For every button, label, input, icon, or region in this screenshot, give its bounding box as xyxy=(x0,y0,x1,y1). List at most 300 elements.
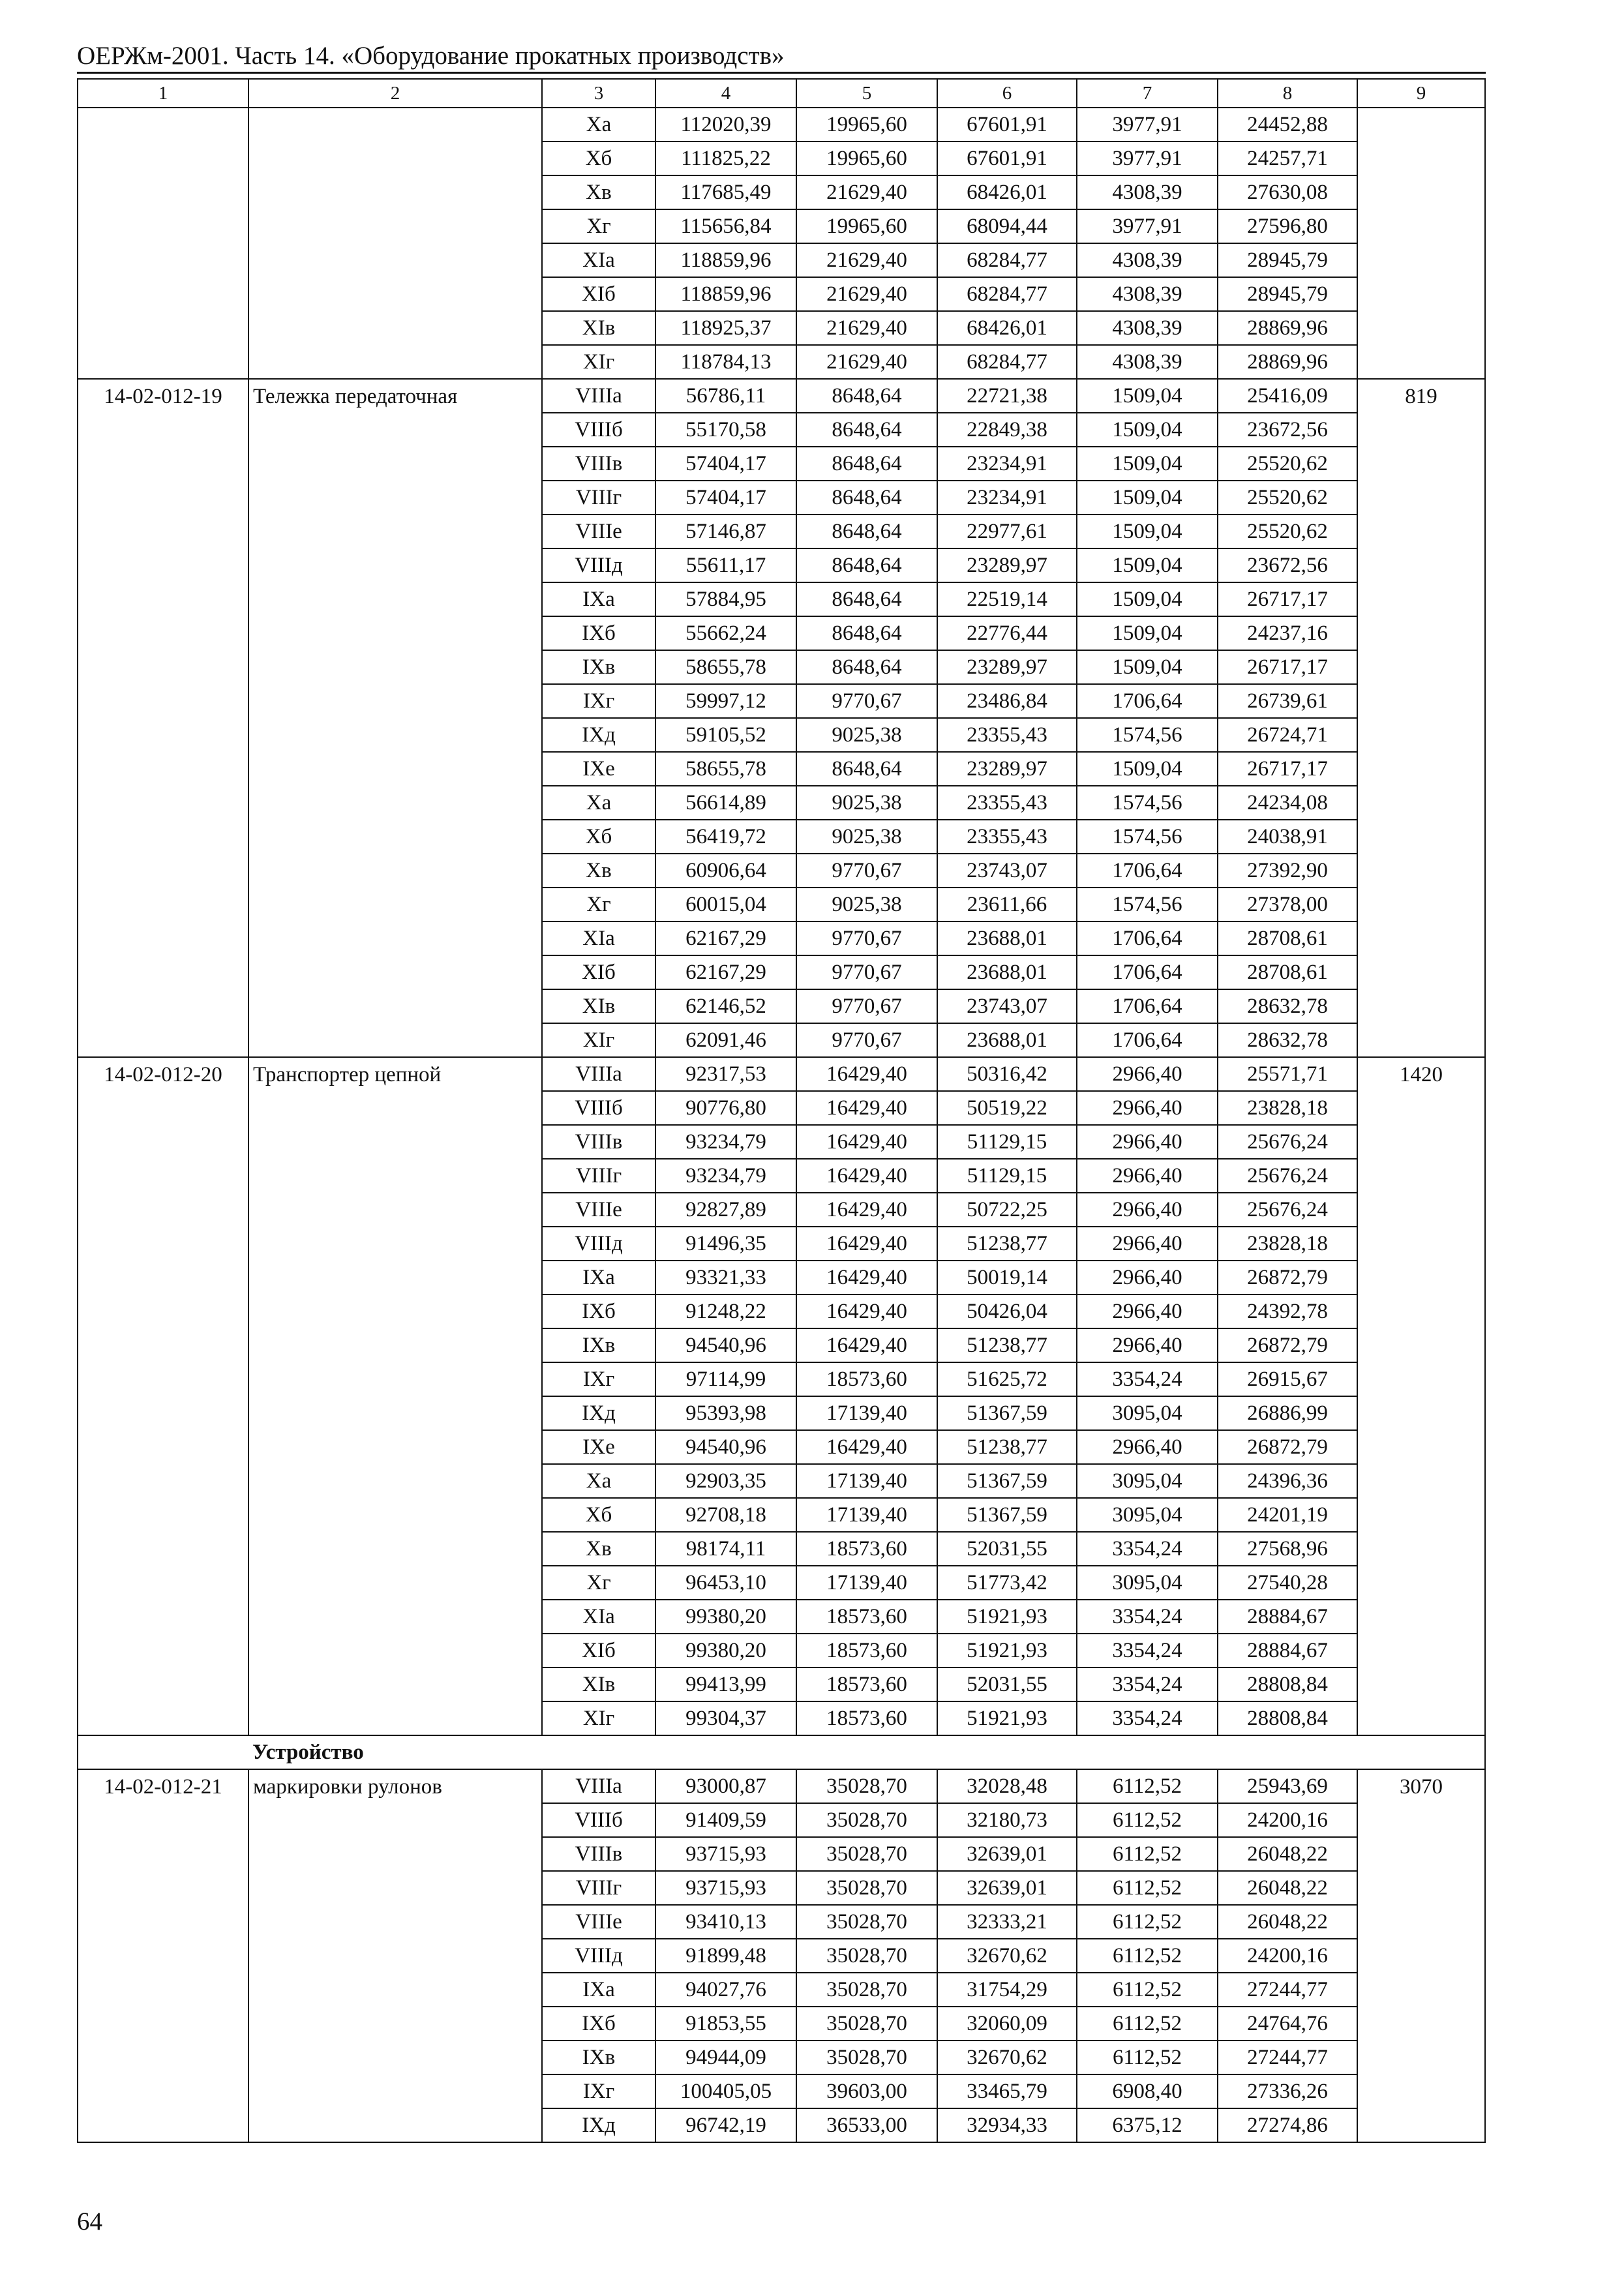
value-cell: 9025,38 xyxy=(796,718,937,752)
item-name xyxy=(248,1871,542,1905)
value-cell: 16429,40 xyxy=(796,1430,937,1464)
zone-cell: XIб xyxy=(542,277,655,311)
value-cell: 95393,98 xyxy=(655,1396,796,1430)
item-code xyxy=(78,548,248,582)
value-cell: 23743,07 xyxy=(937,989,1077,1023)
zone-cell: VIIIд xyxy=(542,1227,655,1261)
table-row xyxy=(78,1159,1485,1193)
item-name xyxy=(248,548,542,582)
value-cell: 4308,39 xyxy=(1077,345,1218,379)
value-cell: 21629,40 xyxy=(796,311,937,345)
item-name xyxy=(248,989,542,1023)
item-code xyxy=(78,1362,248,1396)
item-code xyxy=(78,515,248,548)
value-cell: 58655,78 xyxy=(655,650,796,684)
item-code xyxy=(78,1701,248,1735)
value-cell: 50519,22 xyxy=(937,1091,1077,1125)
table-row xyxy=(78,650,1485,684)
value-cell: 1509,04 xyxy=(1077,582,1218,616)
value-cell: 22721,38 xyxy=(937,379,1077,413)
value-cell: 56419,72 xyxy=(655,820,796,854)
item-name xyxy=(248,1566,542,1600)
value-cell: 24038,91 xyxy=(1218,820,1357,854)
value-cell: 25676,24 xyxy=(1218,1125,1357,1159)
value-cell: 68284,77 xyxy=(937,277,1077,311)
item-code xyxy=(78,2108,248,2142)
extra-value-cell xyxy=(1357,2074,1485,2108)
value-cell: 24396,36 xyxy=(1218,1464,1357,1498)
value-cell: 62167,29 xyxy=(655,955,796,989)
zone-cell: VIIIa xyxy=(542,379,655,413)
value-cell: 50426,04 xyxy=(937,1294,1077,1328)
value-cell: 3354,24 xyxy=(1077,1600,1218,1634)
extra-value-cell xyxy=(1357,1159,1485,1193)
value-cell: 2966,40 xyxy=(1077,1193,1218,1227)
value-cell: 4308,39 xyxy=(1077,243,1218,277)
value-cell: 19965,60 xyxy=(796,209,937,243)
value-cell: 52031,55 xyxy=(937,1668,1077,1701)
item-name xyxy=(248,175,542,209)
item-name xyxy=(248,311,542,345)
item-name xyxy=(248,1023,542,1057)
item-code: 14-02-012-20 xyxy=(78,1057,248,1091)
value-cell: 8648,64 xyxy=(796,447,937,481)
item-code xyxy=(78,616,248,650)
zone-cell: XIв xyxy=(542,1668,655,1701)
value-cell: 94944,09 xyxy=(655,2041,796,2074)
value-cell: 25520,62 xyxy=(1218,447,1357,481)
value-cell: 24764,76 xyxy=(1218,2007,1357,2041)
item-name xyxy=(248,515,542,548)
value-cell: 51773,42 xyxy=(937,1566,1077,1600)
value-cell: 26915,67 xyxy=(1218,1362,1357,1396)
zone-cell: IXa xyxy=(542,1973,655,2007)
value-cell: 27568,96 xyxy=(1218,1532,1357,1566)
value-cell: 16429,40 xyxy=(796,1294,937,1328)
zone-cell: Xa xyxy=(542,786,655,820)
value-cell: 28945,79 xyxy=(1218,243,1357,277)
extra-value-cell xyxy=(1357,1125,1485,1159)
table-row xyxy=(78,2074,1485,2108)
item-code xyxy=(78,1837,248,1871)
value-cell: 28808,84 xyxy=(1218,1668,1357,1701)
item-name xyxy=(248,854,542,888)
value-cell: 32670,62 xyxy=(937,1939,1077,1973)
value-cell: 6112,52 xyxy=(1077,2007,1218,2041)
extra-value-cell xyxy=(1357,243,1485,277)
value-cell: 57146,87 xyxy=(655,515,796,548)
value-cell: 23355,43 xyxy=(937,718,1077,752)
value-cell: 51921,93 xyxy=(937,1600,1077,1634)
value-cell: 99413,99 xyxy=(655,1668,796,1701)
table-row xyxy=(78,1125,1485,1159)
item-name xyxy=(248,888,542,921)
value-cell: 68094,44 xyxy=(937,209,1077,243)
item-code xyxy=(78,481,248,515)
value-cell: 16429,40 xyxy=(796,1159,937,1193)
item-name xyxy=(248,447,542,481)
value-cell: 51625,72 xyxy=(937,1362,1077,1396)
zone-cell: IXг xyxy=(542,684,655,718)
value-cell: 18573,60 xyxy=(796,1701,937,1735)
value-cell: 6112,52 xyxy=(1077,2041,1218,2074)
value-cell: 24257,71 xyxy=(1218,142,1357,175)
table-row xyxy=(78,1396,1485,1430)
column-number: 3 xyxy=(542,79,655,108)
value-cell: 21629,40 xyxy=(796,175,937,209)
value-cell: 19965,60 xyxy=(796,142,937,175)
extra-value-cell xyxy=(1357,515,1485,548)
value-cell: 6112,52 xyxy=(1077,1973,1218,2007)
item-code xyxy=(78,1464,248,1498)
item-code xyxy=(78,1430,248,1464)
extra-value-cell xyxy=(1357,1532,1485,1566)
extra-value-cell xyxy=(1357,2007,1485,2041)
value-cell: 9770,67 xyxy=(796,955,937,989)
value-cell: 51129,15 xyxy=(937,1125,1077,1159)
table-row xyxy=(78,142,1485,175)
item-name xyxy=(248,616,542,650)
value-cell: 8648,64 xyxy=(796,752,937,786)
value-cell: 51238,77 xyxy=(937,1328,1077,1362)
value-cell: 23828,18 xyxy=(1218,1227,1357,1261)
zone-cell: IXд xyxy=(542,2108,655,2142)
value-cell: 51367,59 xyxy=(937,1396,1077,1430)
table-row xyxy=(78,548,1485,582)
value-cell: 2966,40 xyxy=(1077,1125,1218,1159)
price-table xyxy=(77,78,1486,2143)
zone-cell: XIв xyxy=(542,311,655,345)
item-name xyxy=(248,1464,542,1498)
item-code xyxy=(78,108,248,142)
column-number: 7 xyxy=(1077,79,1218,108)
value-cell: 91853,55 xyxy=(655,2007,796,2041)
value-cell: 91899,48 xyxy=(655,1939,796,1973)
item-code xyxy=(78,888,248,921)
value-cell: 32639,01 xyxy=(937,1871,1077,1905)
value-cell: 62091,46 xyxy=(655,1023,796,1057)
extra-value-cell xyxy=(1357,1396,1485,1430)
value-cell: 50019,14 xyxy=(937,1261,1077,1294)
value-cell: 4308,39 xyxy=(1077,311,1218,345)
extra-value-cell xyxy=(1357,955,1485,989)
item-name xyxy=(248,786,542,820)
value-cell: 115656,84 xyxy=(655,209,796,243)
value-cell: 24200,16 xyxy=(1218,1939,1357,1973)
table-row xyxy=(78,786,1485,820)
value-cell: 60015,04 xyxy=(655,888,796,921)
table-row xyxy=(78,989,1485,1023)
value-cell: 23611,66 xyxy=(937,888,1077,921)
value-cell: 17139,40 xyxy=(796,1396,937,1430)
value-cell: 90776,80 xyxy=(655,1091,796,1125)
value-cell: 9770,67 xyxy=(796,989,937,1023)
value-cell: 68426,01 xyxy=(937,311,1077,345)
table-row xyxy=(78,752,1485,786)
value-cell: 35028,70 xyxy=(796,1769,937,1803)
extra-value-cell: 819 xyxy=(1357,379,1485,413)
item-code xyxy=(78,1973,248,2007)
value-cell: 4308,39 xyxy=(1077,175,1218,209)
table-row xyxy=(78,277,1485,311)
zone-cell: XIa xyxy=(542,921,655,955)
item-code xyxy=(78,2074,248,2108)
item-code xyxy=(78,277,248,311)
zone-cell: Xa xyxy=(542,1464,655,1498)
value-cell: 96742,19 xyxy=(655,2108,796,2142)
value-cell: 93715,93 xyxy=(655,1871,796,1905)
item-name xyxy=(248,413,542,447)
zone-cell: XIa xyxy=(542,1600,655,1634)
table-row xyxy=(78,1769,1485,1803)
value-cell: 58655,78 xyxy=(655,752,796,786)
table-row xyxy=(78,1023,1485,1057)
value-cell: 6908,40 xyxy=(1077,2074,1218,2108)
value-cell: 6375,12 xyxy=(1077,2108,1218,2142)
value-cell: 23743,07 xyxy=(937,854,1077,888)
value-cell: 57404,17 xyxy=(655,481,796,515)
value-cell: 39603,00 xyxy=(796,2074,937,2108)
value-cell: 60906,64 xyxy=(655,854,796,888)
table-row xyxy=(78,311,1485,345)
zone-cell: IXa xyxy=(542,1261,655,1294)
item-name xyxy=(248,108,542,142)
table-row xyxy=(78,108,1485,142)
value-cell: 3354,24 xyxy=(1077,1634,1218,1668)
zone-cell: VIIIa xyxy=(542,1057,655,1091)
extra-value-cell xyxy=(1357,311,1485,345)
item-code xyxy=(78,1159,248,1193)
value-cell: 28869,96 xyxy=(1218,345,1357,379)
value-cell: 91409,59 xyxy=(655,1803,796,1837)
value-cell: 35028,70 xyxy=(796,1837,937,1871)
extra-value-cell xyxy=(1357,650,1485,684)
extra-value-cell xyxy=(1357,1023,1485,1057)
extra-value-cell xyxy=(1357,1600,1485,1634)
value-cell: 2966,40 xyxy=(1077,1227,1218,1261)
value-cell: 57404,17 xyxy=(655,447,796,481)
table-row xyxy=(78,2041,1485,2074)
item-code xyxy=(78,1634,248,1668)
item-code xyxy=(78,1261,248,1294)
zone-cell: XIг xyxy=(542,1023,655,1057)
table-row xyxy=(78,1430,1485,1464)
table-row xyxy=(78,515,1485,548)
value-cell: 25520,62 xyxy=(1218,481,1357,515)
table-row xyxy=(78,2007,1485,2041)
item-code xyxy=(78,1125,248,1159)
zone-cell: IXе xyxy=(542,752,655,786)
value-cell: 25676,24 xyxy=(1218,1193,1357,1227)
item-code xyxy=(78,311,248,345)
value-cell: 51367,59 xyxy=(937,1498,1077,1532)
extra-value-cell xyxy=(1357,1498,1485,1532)
zone-cell: Xб xyxy=(542,820,655,854)
value-cell: 26048,22 xyxy=(1218,1871,1357,1905)
item-name xyxy=(248,1430,542,1464)
value-cell: 94540,96 xyxy=(655,1430,796,1464)
extra-value-cell xyxy=(1357,888,1485,921)
value-cell: 2966,40 xyxy=(1077,1091,1218,1125)
value-cell: 6112,52 xyxy=(1077,1871,1218,1905)
value-cell: 23688,01 xyxy=(937,955,1077,989)
value-cell: 92827,89 xyxy=(655,1193,796,1227)
value-cell: 27244,77 xyxy=(1218,2041,1357,2074)
table-row xyxy=(78,1498,1485,1532)
value-cell: 9025,38 xyxy=(796,786,937,820)
value-cell: 26048,22 xyxy=(1218,1837,1357,1871)
value-cell: 16429,40 xyxy=(796,1227,937,1261)
item-code xyxy=(78,1803,248,1837)
value-cell: 23672,56 xyxy=(1218,413,1357,447)
value-cell: 16429,40 xyxy=(796,1125,937,1159)
zone-cell: IXг xyxy=(542,1362,655,1396)
item-code xyxy=(78,854,248,888)
value-cell: 25943,69 xyxy=(1218,1769,1357,1803)
column-number: 4 xyxy=(655,79,796,108)
value-cell: 8648,64 xyxy=(796,616,937,650)
value-cell: 23355,43 xyxy=(937,820,1077,854)
value-cell: 1574,56 xyxy=(1077,820,1218,854)
value-cell: 1706,64 xyxy=(1077,955,1218,989)
value-cell: 21629,40 xyxy=(796,345,937,379)
value-cell: 24392,78 xyxy=(1218,1294,1357,1328)
value-cell: 26724,71 xyxy=(1218,718,1357,752)
value-cell: 51238,77 xyxy=(937,1430,1077,1464)
item-name xyxy=(248,243,542,277)
zone-cell: VIIIб xyxy=(542,1091,655,1125)
value-cell: 16429,40 xyxy=(796,1091,937,1125)
zone-cell: Xв xyxy=(542,854,655,888)
table-body xyxy=(78,79,1485,2142)
extra-value-cell xyxy=(1357,548,1485,582)
table-row xyxy=(78,1871,1485,1905)
value-cell: 1509,04 xyxy=(1077,515,1218,548)
value-cell: 27336,26 xyxy=(1218,2074,1357,2108)
item-name xyxy=(248,2108,542,2142)
item-name xyxy=(248,481,542,515)
extra-value-cell xyxy=(1357,718,1485,752)
table-row xyxy=(78,718,1485,752)
item-code: 14-02-012-19 xyxy=(78,379,248,413)
extra-value-cell xyxy=(1357,345,1485,379)
extra-value-cell xyxy=(1357,209,1485,243)
column-number: 9 xyxy=(1357,79,1485,108)
value-cell: 94027,76 xyxy=(655,1973,796,2007)
value-cell: 22519,14 xyxy=(937,582,1077,616)
value-cell: 98174,11 xyxy=(655,1532,796,1566)
table-row xyxy=(78,1532,1485,1566)
zone-cell: IXб xyxy=(542,2007,655,2041)
extra-value-cell xyxy=(1357,921,1485,955)
zone-cell: XIв xyxy=(542,989,655,1023)
value-cell: 23486,84 xyxy=(937,684,1077,718)
item-code xyxy=(78,243,248,277)
item-code xyxy=(78,1023,248,1057)
value-cell: 35028,70 xyxy=(796,1871,937,1905)
value-cell: 28869,96 xyxy=(1218,311,1357,345)
item-name xyxy=(248,1803,542,1837)
value-cell: 93715,93 xyxy=(655,1837,796,1871)
item-name xyxy=(248,1634,542,1668)
extra-value-cell xyxy=(1357,2108,1485,2142)
value-cell: 3095,04 xyxy=(1077,1566,1218,1600)
value-cell: 93234,79 xyxy=(655,1159,796,1193)
item-code xyxy=(78,989,248,1023)
value-cell: 24201,19 xyxy=(1218,1498,1357,1532)
value-cell: 17139,40 xyxy=(796,1498,937,1532)
zone-cell: VIIIв xyxy=(542,1125,655,1159)
value-cell: 118859,96 xyxy=(655,277,796,311)
value-cell: 8648,64 xyxy=(796,379,937,413)
value-cell: 28945,79 xyxy=(1218,277,1357,311)
zone-cell: XIa xyxy=(542,243,655,277)
value-cell: 27630,08 xyxy=(1218,175,1357,209)
extra-value-cell xyxy=(1357,277,1485,311)
value-cell: 118925,37 xyxy=(655,311,796,345)
item-code xyxy=(78,1294,248,1328)
value-cell: 6112,52 xyxy=(1077,1803,1218,1837)
extra-value-cell xyxy=(1357,752,1485,786)
value-cell: 3095,04 xyxy=(1077,1396,1218,1430)
zone-cell: Xв xyxy=(542,1532,655,1566)
value-cell: 56614,89 xyxy=(655,786,796,820)
value-cell: 2966,40 xyxy=(1077,1294,1218,1328)
value-cell: 1509,04 xyxy=(1077,447,1218,481)
item-name xyxy=(248,2074,542,2108)
value-cell: 24200,16 xyxy=(1218,1803,1357,1837)
column-number: 6 xyxy=(937,79,1077,108)
value-cell: 50722,25 xyxy=(937,1193,1077,1227)
extra-value-cell xyxy=(1357,1701,1485,1735)
item-name xyxy=(248,277,542,311)
value-cell: 32670,62 xyxy=(937,2041,1077,2074)
table-row xyxy=(78,1939,1485,1973)
item-code xyxy=(78,1328,248,1362)
value-cell: 16429,40 xyxy=(796,1057,937,1091)
value-cell: 23289,97 xyxy=(937,650,1077,684)
item-code xyxy=(78,1227,248,1261)
value-cell: 27540,28 xyxy=(1218,1566,1357,1600)
item-name xyxy=(248,1125,542,1159)
table-row xyxy=(78,1600,1485,1634)
zone-cell: VIIIб xyxy=(542,1803,655,1837)
value-cell: 9025,38 xyxy=(796,820,937,854)
value-cell: 23355,43 xyxy=(937,786,1077,820)
zone-cell: Xг xyxy=(542,888,655,921)
value-cell: 24452,88 xyxy=(1218,108,1357,142)
item-code xyxy=(78,447,248,481)
item-code xyxy=(78,684,248,718)
extra-value-cell xyxy=(1357,684,1485,718)
item-code xyxy=(78,2007,248,2041)
value-cell: 52031,55 xyxy=(937,1532,1077,1566)
extra-value-cell xyxy=(1357,1294,1485,1328)
extra-value-cell xyxy=(1357,1905,1485,1939)
zone-cell: VIIIa xyxy=(542,1769,655,1803)
zone-cell: IXв xyxy=(542,650,655,684)
value-cell: 26886,99 xyxy=(1218,1396,1357,1430)
value-cell: 18573,60 xyxy=(796,1362,937,1396)
item-name xyxy=(248,684,542,718)
extra-value-cell xyxy=(1357,1464,1485,1498)
table-row xyxy=(78,413,1485,447)
value-cell: 27274,86 xyxy=(1218,2108,1357,2142)
value-cell: 32934,33 xyxy=(937,2108,1077,2142)
value-cell: 26872,79 xyxy=(1218,1328,1357,1362)
table-row xyxy=(78,1328,1485,1362)
extra-value-cell xyxy=(1357,1227,1485,1261)
